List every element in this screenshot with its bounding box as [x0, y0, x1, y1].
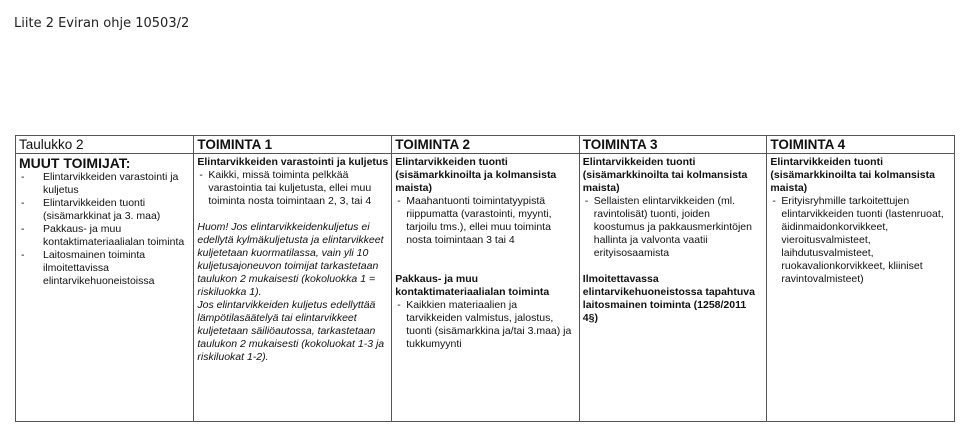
header-toiminta-3: TOIMINTA 3 — [579, 136, 767, 154]
section-heading: Elintarvikkeiden tuonti (sisämarkkinoilta ja kolmansista maista) — [395, 156, 557, 194]
table-body-row — [16, 154, 955, 422]
list-item: - Sellaisten elintarvikkeiden (ml. ravintolisät) tuonti, joiden koostumus ja pakkausmerkintöjen hallinta ja valvonta vaatii erityisosaamista — [583, 195, 764, 260]
section-heading: Pakkaus- ja muu kontaktimateriaalialan toiminta — [395, 273, 550, 298]
section-heading: Elintarvikkeiden tuonti (sisämarkkinoilta tai kolmansista maista) — [770, 156, 935, 194]
list-item: - Elintarvikkeiden varastointi ja kuljetus — [19, 171, 190, 197]
header-toiminta-1: TOIMINTA 1 — [194, 136, 392, 154]
toiminta-2-list-2 — [395, 299, 576, 351]
list-item: - Kaikkien materiaalien ja tarvikkeiden valmistus, jalostus, tuonti (sisämarkkina ja/tai 3.maa) ja tukkumyynti — [395, 299, 576, 351]
list-item: - Maahantuonti toimintatyypistä riippumatta (varastointi, myynti, tarjoilu tms.), ellei muu toiminta nosta toimintaan 3 tai 4 — [395, 195, 576, 247]
section-heading: Elintarvikkeiden varastointi ja kuljetus — [197, 156, 389, 168]
cell-toiminta-1 — [194, 154, 392, 422]
list-item: - Kaikki, missä toiminta pelkkää varastointia tai kuljetusta, ellei muu toiminta nosta toimintaan 2, 3, tai 4 — [197, 169, 388, 208]
cell-toiminta-3 — [579, 154, 767, 422]
toiminta-1-list — [197, 169, 388, 208]
toiminta-4-list — [770, 195, 951, 286]
toiminta-3-list — [583, 195, 764, 260]
activity-table — [15, 135, 955, 422]
header-toiminta-4: TOIMINTA 4 — [767, 136, 955, 154]
cell-toiminta-2 — [392, 154, 580, 422]
note-text: Huom! Jos elintarvikkeidenkuljetus ei edellytä kylmäkuljetusta ja elintarvikkeet kuljetetaan kuormatilassa, vain yli 10 kuljetusajoneuvon toimijat tarkastetaan taulukon 2 mukaisesti (kokoluokka 1 = riskiluokka 1). — [197, 221, 384, 298]
section-heading: Ilmoitettavassa elintarvikehuoneistossa tapahtuva laitosmainen toiminta (1258/2011 4§) — [582, 273, 755, 324]
list-item: - Laitosmainen toiminta ilmoitettavissa elintarvikehuoneistoissa — [19, 249, 190, 288]
muut-toimijat-title: MUUT TOIMIJAT: — [19, 155, 131, 171]
document-header: Liite 2 Eviran ohje 10503/2 — [14, 16, 190, 31]
toiminta-2-list — [395, 195, 576, 247]
list-item: - Pakkaus- ja muu kontaktimateriaalialan toiminta — [19, 223, 190, 249]
list-item: - Elintarvikkeiden tuonti (sisämarkkinat ja 3. maa) — [19, 197, 190, 223]
cell-muut-toimijat — [16, 154, 194, 422]
header-table-number: Taulukko 2 — [16, 136, 194, 154]
header-toiminta-2: TOIMINTA 2 — [392, 136, 580, 154]
list-item: - Erityisryhmille tarkoitettujen elintarvikkeiden tuonti (lastenruoat, äidinmaidonkorvikkeet, vieroitusvalmisteet, laihdutusvalmisteet, ruokavalionkorvikkeet, kliiniset ravintovalmisteet) — [770, 195, 951, 286]
section-heading: Elintarvikkeiden tuonti (sisämarkkinoilta tai kolmansista maista) — [582, 156, 748, 194]
table-header-row — [16, 136, 955, 154]
muut-toimijat-list — [19, 171, 190, 288]
cell-toiminta-4 — [767, 154, 955, 422]
note-text: Jos elintarvikkeiden kuljetus edellyttää lämpötilasäätelyä tai elintarvikkeet kuljetetaan säiliöautossa, tarkastetaan taulukon 2 mukaisesti (kokoluokat 1-3 ja riskiluokat 1-2). — [197, 299, 385, 363]
